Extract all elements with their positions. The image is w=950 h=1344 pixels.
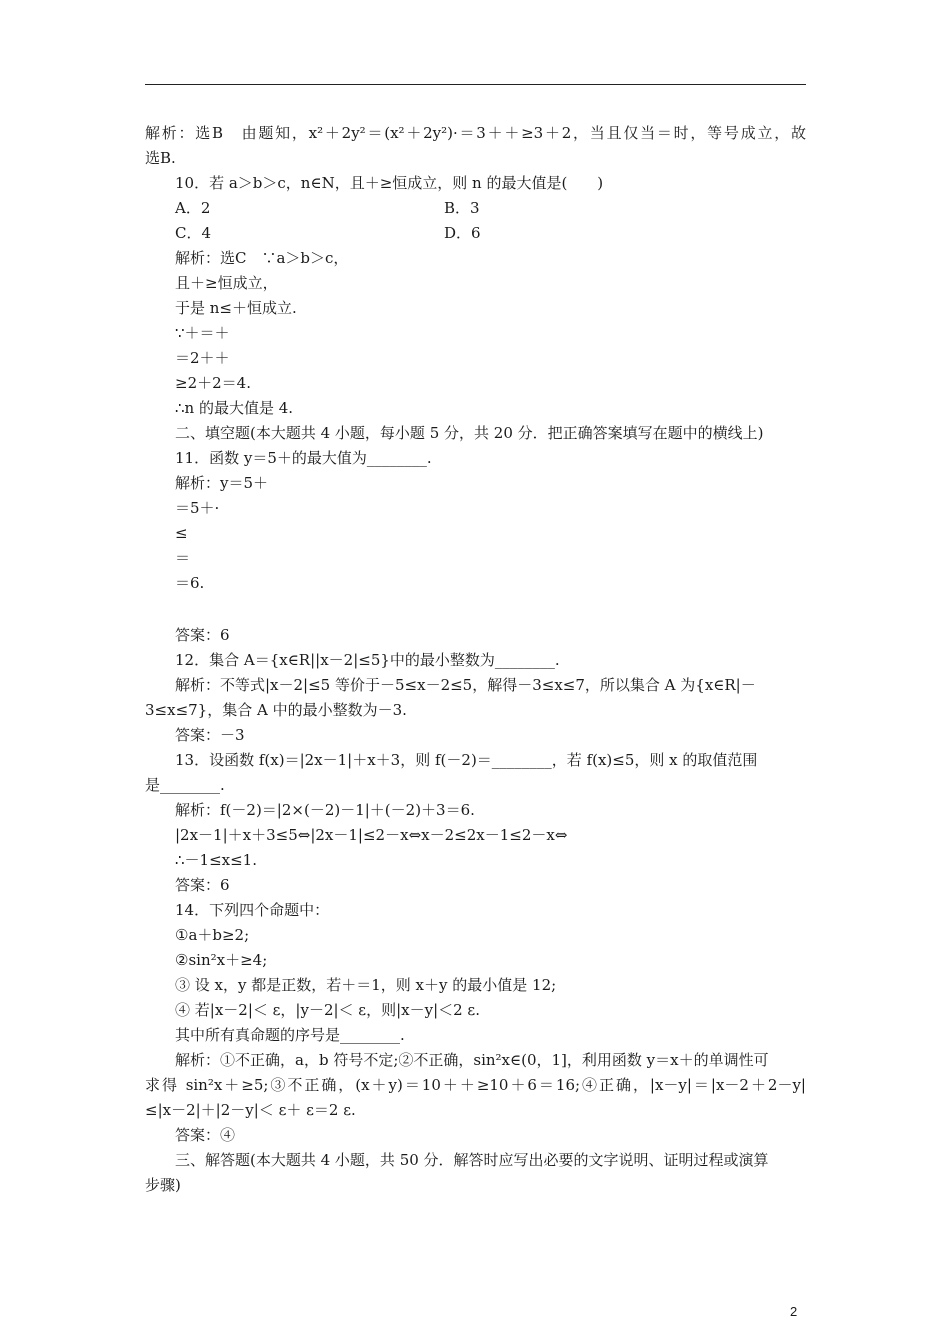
text-line: ∵＋＝＋ <box>175 324 230 342</box>
text-line: 于是 n≤＋恒成立. <box>175 299 297 317</box>
text-line: 11．函数 y＝5＋的最大值为________. <box>175 449 432 467</box>
text-line: ≤|x－2|＋|2－y|＜ ε＋ ε＝2 ε. <box>145 1101 356 1119</box>
text-line: ＝ <box>175 549 191 567</box>
text-line: 选B. <box>145 149 176 167</box>
text-line: 答案：④ <box>175 1126 236 1144</box>
text-line: 解析：①不正确，a，b 符号不定;②不正确，sin²x∈(0，1]，利用函数 y＝x＋的单调性可 <box>175 1051 769 1069</box>
text-line: 是________. <box>145 776 225 794</box>
text-line: ＝6. <box>175 574 205 592</box>
text-line: 解析：f(－2)＝|2×(－2)－1|＋(－2)＋3＝6. <box>175 801 475 819</box>
text-line: 解析：不等式|x－2|≤5 等价于－5≤x－2≤5，解得－3≤x≤7，所以集合 A 为{x∈R|－ <box>175 676 756 694</box>
text-line: 13．设函数 f(x)＝|2x－1|＋x＋3，则 f(－2)＝________，若 f(x)≤5，则 x 的取值范围 <box>175 751 758 769</box>
text-line: 二、填空题(本大题共 4 小题，每小题 5 分，共 20 分．把正确答案填写在题中的横线上) <box>175 424 764 442</box>
text-line: 答案：6 <box>175 626 230 644</box>
text-line: D．6 <box>444 224 481 242</box>
text-line: 解析：选B 由题知，x²＋2y²＝(x²＋2y²)·＝3＋＋≥3＋2，当且仅当＝时，等号成立，故 <box>145 124 806 142</box>
text-line: 答案：6 <box>175 876 230 894</box>
text-line: ①a＋b≥2; <box>175 926 250 944</box>
text-line: ≤ <box>175 524 188 542</box>
text-line: 且＋≥恒成立， <box>175 274 278 292</box>
text-line: 其中所有真命题的序号是________. <box>175 1026 405 1044</box>
text-line: B．3 <box>444 199 480 217</box>
page-number: 2 <box>790 1304 798 1319</box>
text-line: ∴－1≤x≤1. <box>175 851 257 869</box>
text-line: ＝2＋＋ <box>175 349 230 367</box>
text-line: 3≤x≤7}，集合 A 中的最小整数为－3. <box>145 701 407 719</box>
text-line: 答案：－3 <box>175 726 245 744</box>
text-line: A．2 <box>175 199 211 217</box>
text-line: ∴n 的最大值是 4. <box>175 399 294 417</box>
text-line: |2x－1|＋x＋3≤5⇔|2x－1|≤2－x⇔x－2≤2x－1≤2－x⇔ <box>175 826 568 844</box>
header-rule <box>145 84 806 85</box>
text-line: 14．下列四个命题中： <box>175 901 330 919</box>
text-line: ②sin²x＋≥4; <box>175 951 268 969</box>
text-line: ③ 设 x，y 都是正数，若＋＝1，则 x＋y 的最小值是 12; <box>175 976 557 994</box>
text-line: ＝5＋· <box>175 499 220 517</box>
text-line: C．4 <box>175 224 212 242</box>
text-line: 三、解答题(本大题共 4 小题，共 50 分．解答时应写出必要的文字说明、证明过程或演算 <box>175 1151 769 1169</box>
text-line: ④ 若|x－2|＜ ε，|y－2|＜ ε，则|x－y|＜2 ε. <box>175 1001 480 1019</box>
text-line: 解析：选C ∵a＞b＞c， <box>175 249 349 267</box>
text-line: 步骤) <box>145 1176 181 1194</box>
text-line: ≥2＋2＝4. <box>175 374 251 392</box>
text-line: 12．集合 A＝{x∈R||x－2|≤5}中的最小整数为________. <box>175 651 560 669</box>
text-line: 10．若 a＞b＞c，n∈N，且＋≥恒成立，则 n 的最大值是( ) <box>175 174 604 192</box>
text-line: 求得 sin²x＋≥5;③不正确，(x＋y)＝10＋＋≥10＋6＝16;④正确，|x－y|＝|x－2＋2－y| <box>145 1076 806 1094</box>
text-line: 解析：y＝5＋ <box>175 474 269 492</box>
